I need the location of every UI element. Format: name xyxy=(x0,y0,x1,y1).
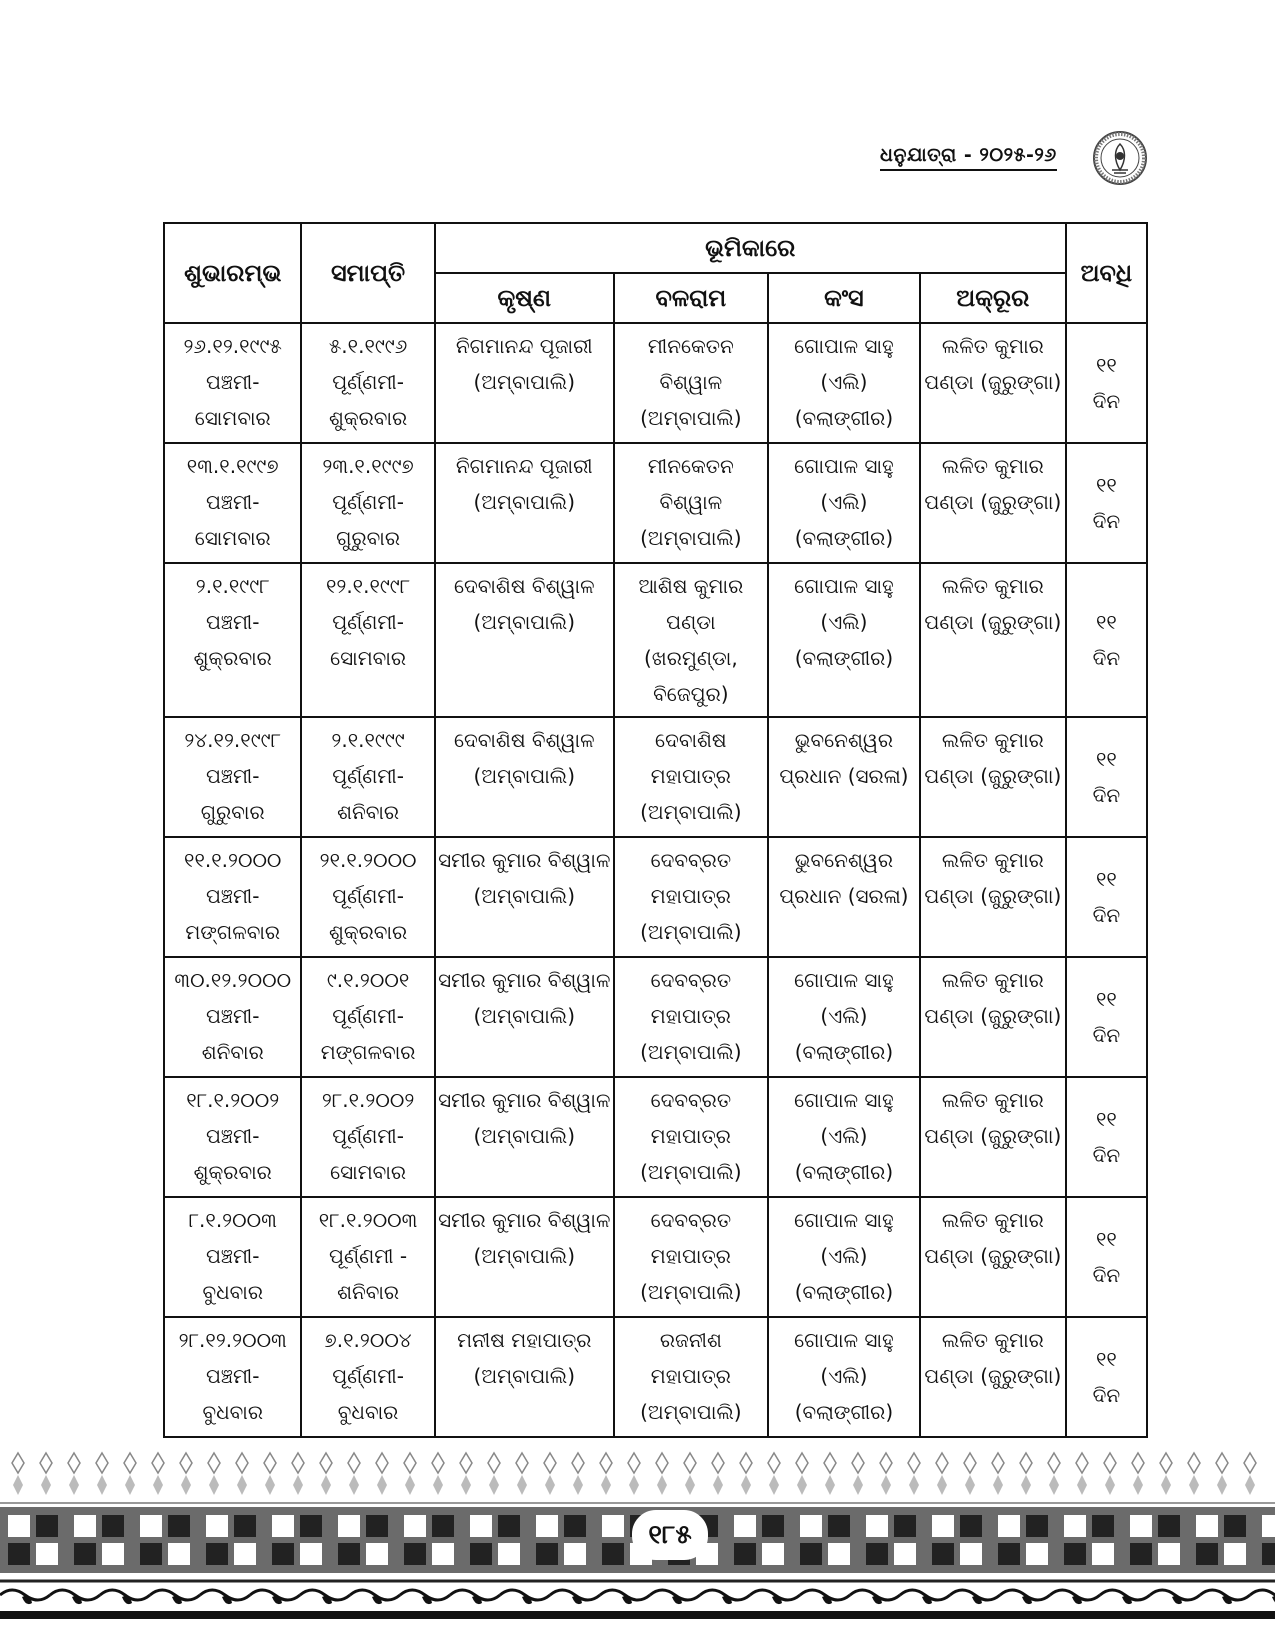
cell-line: (ବଲାଙ୍ଗୀର) xyxy=(794,1400,894,1424)
seal-logo-icon xyxy=(1092,130,1148,186)
cell-line: ଦିନ xyxy=(1092,783,1121,807)
header-akrura: ଅକ୍ରୂର xyxy=(920,273,1066,323)
cell-start xyxy=(164,323,301,443)
cell-line: ପ୍ରଧାନ (ସରଳା) xyxy=(779,884,909,908)
cell-line: ପୂର୍ଣ୍ଣମୀ- xyxy=(332,884,404,908)
cell-line: ପୂର୍ଣ୍ଣମୀ- xyxy=(332,370,404,394)
cell-line: ୯.୧.୨୦୦୧ xyxy=(326,968,410,992)
cell-line: ଶନିବାର xyxy=(337,800,400,824)
cell-line: (ଅମ୍ବାପାଲି) xyxy=(473,764,575,788)
cell-line: ଦେବାଶିଷ ବିଶ୍ୱାଳ xyxy=(453,574,595,598)
header-balaram: ବଳରାମ xyxy=(614,273,768,323)
cell-line: (ବଲାଙ୍ଗୀର) xyxy=(794,526,894,550)
cell-line: (ଅମ୍ବାପାଲି) xyxy=(640,1040,742,1064)
cell-line: (ଏଲି) xyxy=(820,1004,868,1028)
cell-line: ସୋମବାର xyxy=(330,646,407,670)
cell-line: (ଅମ୍ବାପାଲି) xyxy=(473,1124,575,1148)
cell-line: ୧୧ xyxy=(1095,987,1117,1011)
cell-start xyxy=(164,837,301,957)
cell-line: ମୀନକେତନ xyxy=(647,334,734,358)
cell-line: ୭.୧.୨୦୦୪ xyxy=(324,1328,412,1352)
cell-line: ସୋମବାର xyxy=(330,1160,407,1184)
cell-line: ଗୋପାଳ ସାହୁ xyxy=(794,1088,894,1112)
cell-line: (ଏଲି) xyxy=(820,1244,868,1268)
cell-line: ପଣ୍ଡା (ଜୁରୁଙ୍ଗା) xyxy=(924,610,1062,634)
page-number: ୧୮୫ xyxy=(632,1510,708,1560)
cell-line: ସମୀର କୁମାର ବିଶ୍ୱାଳ xyxy=(438,968,611,992)
cell-duration xyxy=(1066,443,1147,563)
cell-akrura xyxy=(920,837,1066,957)
header-start: ଶୁଭାରମ୍ଭ xyxy=(164,223,301,323)
cell-line: (ଅମ୍ବାପାଲି) xyxy=(640,1160,742,1184)
cell-line: ୧୧ xyxy=(1095,747,1117,771)
cell-start xyxy=(164,563,301,717)
cell-balaram xyxy=(614,957,768,1077)
cell-line: (ବଲାଙ୍ଗୀର) xyxy=(794,1160,894,1184)
cell-line: ପଣ୍ଡା (ଜୁରୁଙ୍ଗା) xyxy=(924,1364,1062,1388)
cell-line: ୮.୧.୨୦୦୩ xyxy=(188,1208,277,1232)
cell-line: (ବଲାଙ୍ଗୀର) xyxy=(794,1280,894,1304)
header-end: ସମାପ୍ତି xyxy=(301,223,434,323)
cell-line: ୨୩.୧.୧୯୯୭ xyxy=(322,454,414,478)
header-kansa: କଂସ xyxy=(768,273,920,323)
cell-end xyxy=(301,717,434,837)
table-row xyxy=(164,323,1147,443)
cell-akrura xyxy=(920,957,1066,1077)
cell-end xyxy=(301,563,434,717)
cell-end xyxy=(301,837,434,957)
table-row xyxy=(164,717,1147,837)
cell-end xyxy=(301,323,434,443)
cell-line: (ଅମ୍ବାପାଲି) xyxy=(473,1364,575,1388)
cell-line: ପଞ୍ଚମୀ- xyxy=(205,370,260,394)
cell-line: ୨.୧.୧୯୯୯ xyxy=(331,728,405,752)
table-row xyxy=(164,563,1147,717)
cell-line: ଦିନ xyxy=(1092,1143,1121,1167)
cell-line: ୧୧ xyxy=(1095,353,1117,377)
cell-akrura xyxy=(920,717,1066,837)
cell-line: ଲଳିତ କୁମାର xyxy=(941,334,1044,358)
cell-line: ମନୀଷ ମହାପାତ୍ର xyxy=(457,1328,592,1352)
cell-line: ୧୧ xyxy=(1095,867,1117,891)
header-title: ଧନୁଯାତ୍ରା - ୨୦୨୫-୨୬ xyxy=(880,144,1057,171)
cell-balaram xyxy=(614,1077,768,1197)
cell-line: ଦିନ xyxy=(1092,903,1121,927)
cell-duration xyxy=(1066,837,1147,957)
cell-line: ପୂର୍ଣ୍ଣମୀ - xyxy=(329,1244,408,1268)
cell-line: ଦେବବ୍ରତ xyxy=(650,1208,732,1232)
cell-krishna xyxy=(435,1317,614,1437)
cell-line: ଶୁକ୍ରବାର xyxy=(193,646,272,670)
cell-start xyxy=(164,1317,301,1437)
cell-line: ପଣ୍ଡା (ଜୁରୁଙ୍ଗା) xyxy=(924,1244,1062,1268)
cell-krishna xyxy=(435,1197,614,1317)
cell-line: ୧୧ xyxy=(1095,1347,1117,1371)
table-row xyxy=(164,837,1147,957)
cell-line: ପୂର୍ଣ୍ଣମୀ- xyxy=(332,490,404,514)
cell-krishna xyxy=(435,443,614,563)
cell-line: ୧୧.୧.୨୦୦୦ xyxy=(184,848,282,872)
cell-line: ବିଶ୍ୱାଳ xyxy=(659,370,723,394)
cell-line: ଲଳିତ କୁମାର xyxy=(941,454,1044,478)
cell-line: ପଣ୍ଡା (ଖରମୁଣ୍ଡା, xyxy=(643,610,738,670)
cell-duration xyxy=(1066,1077,1147,1197)
cell-akrura xyxy=(920,1197,1066,1317)
cell-krishna xyxy=(435,837,614,957)
cell-line: ମଙ୍ଗଳବାର xyxy=(185,920,281,944)
cell-line: (ବଲାଙ୍ଗୀର) xyxy=(794,406,894,430)
cell-line: ମହାପାତ୍ର xyxy=(650,1244,731,1268)
cell-line: ଦେବାଶିଷ xyxy=(655,728,727,752)
cell-line: ପୂର୍ଣ୍ଣମୀ- xyxy=(332,1004,404,1028)
cell-line: (ଅମ୍ବାପାଲି) xyxy=(640,920,742,944)
cell-line: ସୋମବାର xyxy=(194,526,271,550)
cell-line: ଲଳିତ କୁମାର xyxy=(941,1328,1044,1352)
cell-start xyxy=(164,717,301,837)
cell-line: ଦିନ xyxy=(1092,1263,1121,1287)
cell-krishna xyxy=(435,563,614,717)
cell-line: ପଞ୍ଚମୀ- xyxy=(205,1244,260,1268)
cell-line: ଗୋପାଳ ସାହୁ xyxy=(794,1208,894,1232)
cell-balaram xyxy=(614,837,768,957)
cell-line: ଲଳିତ କୁମାର xyxy=(941,1208,1044,1232)
cell-kansa xyxy=(768,1077,920,1197)
cell-line: ଦିନ xyxy=(1092,1023,1121,1047)
cell-line: ୧୧ xyxy=(1095,473,1117,497)
cell-akrura xyxy=(920,1077,1066,1197)
cell-line: ମହାପାତ୍ର xyxy=(650,1124,731,1148)
cell-balaram xyxy=(614,563,768,717)
cell-line: ପୂର୍ଣ୍ଣମୀ- xyxy=(332,610,404,634)
cell-line: ଗୋପାଳ ସାହୁ xyxy=(794,454,894,478)
cell-line: ଶନିବାର xyxy=(201,1040,264,1064)
cell-akrura xyxy=(920,443,1066,563)
cell-line: ରଜନୀଶ ମହାପାତ୍ର xyxy=(650,1328,731,1388)
cell-line: ଗୋପାଳ ସାହୁ xyxy=(794,574,894,598)
cell-end xyxy=(301,957,434,1077)
cell-line: ୨୪.୧୨.୧୯୯୮ xyxy=(184,728,282,752)
cell-line: ବୁଧବାର xyxy=(202,1400,263,1424)
cell-line: ପଞ୍ଚମୀ- xyxy=(205,884,260,908)
cell-line: ବିଶ୍ୱାଳ xyxy=(659,490,723,514)
table-row xyxy=(164,1317,1147,1437)
cell-line: ଦିନ xyxy=(1092,509,1121,533)
cell-line: ପଞ୍ଚମୀ- xyxy=(205,764,260,788)
cell-line: (ଅମ୍ବାପାଲି) xyxy=(473,490,575,514)
cell-kansa xyxy=(768,323,920,443)
cell-line: ଗୁରୁବାର xyxy=(200,800,265,824)
cell-line: ସମୀର କୁମାର ବିଶ୍ୱାଳ xyxy=(438,848,611,872)
cell-line: ଦେବବ୍ରତ xyxy=(650,968,732,992)
cell-line: ଲଳିତ କୁମାର xyxy=(941,968,1044,992)
cell-line: ବୁଧବାର xyxy=(202,1280,263,1304)
cell-line: ଗୁରୁବାର xyxy=(336,526,401,550)
cell-line: ମଙ୍ଗଳବାର xyxy=(320,1040,416,1064)
cell-line: ପୂର୍ଣ୍ଣମୀ- xyxy=(332,1124,404,1148)
page-header xyxy=(880,136,1080,178)
cell-line: (ବଲାଙ୍ଗୀର) xyxy=(794,1040,894,1064)
cell-akrura xyxy=(920,323,1066,443)
cell-line: ୨୬.୧୨.୧୯୯୫ xyxy=(183,334,282,358)
table-row xyxy=(164,1077,1147,1197)
cell-line: (ଅମ୍ବାପାଲି) xyxy=(640,406,742,430)
cell-line: ୫.୧.୧୯୯୬ xyxy=(328,334,408,358)
cell-line: ୧୧ xyxy=(1095,1227,1117,1251)
cell-line: ପଣ୍ଡା (ଜୁରୁଙ୍ଗା) xyxy=(924,884,1062,908)
cell-line: ପଣ୍ଡା (ଜୁରୁଙ୍ଗା) xyxy=(924,490,1062,514)
cell-krishna xyxy=(435,717,614,837)
cell-krishna xyxy=(435,323,614,443)
cell-line: (ଅମ୍ବାପାଲି) xyxy=(640,1400,742,1424)
cell-line: ଶୁକ୍ରବାର xyxy=(328,406,408,430)
cell-line: ୨.୧.୧୯୯୮ xyxy=(195,574,270,598)
cell-line: ୧୧ xyxy=(1095,610,1117,634)
cell-line: ୨୧.୧.୨୦୦୦ xyxy=(319,848,417,872)
cell-akrura xyxy=(920,563,1066,717)
header-duration: ଅବଧି xyxy=(1066,223,1147,323)
cell-line: ଗୋପାଳ ସାହୁ xyxy=(794,968,894,992)
cell-line: (ଏଲି) xyxy=(820,610,868,634)
cell-line: ୧୩.୧.୧୯୯୭ xyxy=(186,454,279,478)
cell-line: ପଞ୍ଚମୀ- xyxy=(205,1124,260,1148)
cell-kansa xyxy=(768,563,920,717)
cell-line: ପଞ୍ଚମୀ- xyxy=(205,610,260,634)
cell-line: ଗୋପାଳ ସାହୁ xyxy=(794,334,894,358)
cell-line: ଲଳିତ କୁମାର xyxy=(941,848,1044,872)
cell-duration xyxy=(1066,1317,1147,1437)
cell-line: ଭୁବନେଶ୍ୱର xyxy=(794,728,894,752)
cell-line: ଭୁବନେଶ୍ୱର xyxy=(794,848,894,872)
cell-line: ୨୮.୧୨.୨୦୦୩ xyxy=(178,1328,287,1352)
cell-kansa xyxy=(768,837,920,957)
table-body xyxy=(164,323,1147,1437)
cell-kansa xyxy=(768,1197,920,1317)
table-row xyxy=(164,1197,1147,1317)
cell-line: (ଏଲି) xyxy=(820,370,868,394)
cell-line: ୧୧ xyxy=(1095,1107,1117,1131)
cell-kansa xyxy=(768,1317,920,1437)
cell-duration xyxy=(1066,957,1147,1077)
cell-line: ଶୁକ୍ରବାର xyxy=(193,1160,272,1184)
cell-line: ଲଳିତ କୁମାର xyxy=(941,1088,1044,1112)
cell-line: (ଅମ୍ବାପାଲି) xyxy=(640,800,742,824)
cell-line: ସୋମବାର xyxy=(194,406,271,430)
cell-line: ମହାପାତ୍ର xyxy=(650,1004,731,1028)
cell-line: (ଅମ୍ବାପାଲି) xyxy=(473,610,575,634)
cell-line: ପ୍ରଧାନ (ସରଳା) xyxy=(779,764,909,788)
cell-line: ମହାପାତ୍ର xyxy=(650,884,731,908)
cell-line: (ଅମ୍ବାପାଲି) xyxy=(473,1244,575,1268)
cell-line: ପଣ୍ଡା (ଜୁରୁଙ୍ଗା) xyxy=(924,370,1062,394)
cell-line: ସମୀର କୁମାର ବିଶ୍ୱାଳ xyxy=(438,1208,611,1232)
cell-line: ଶୁକ୍ରବାର xyxy=(328,920,408,944)
cell-line: ବିଜେପୁର) xyxy=(653,682,729,706)
cell-krishna xyxy=(435,957,614,1077)
table-row xyxy=(164,957,1147,1077)
cell-end xyxy=(301,1197,434,1317)
cell-line: (ଅମ୍ବାପାଲି) xyxy=(640,1280,742,1304)
cell-duration xyxy=(1066,1197,1147,1317)
cell-line: (ଏଲି) xyxy=(820,1364,868,1388)
cell-kansa xyxy=(768,717,920,837)
cell-balaram xyxy=(614,717,768,837)
cell-line: ଦିନ xyxy=(1092,646,1121,670)
cell-line: (ବଲାଙ୍ଗୀର) xyxy=(794,646,894,670)
cell-line: ପଣ୍ଡା (ଜୁରୁଙ୍ଗା) xyxy=(924,1124,1062,1148)
cell-line: (ଅମ୍ବାପାଲି) xyxy=(473,370,575,394)
cell-kansa xyxy=(768,443,920,563)
cell-line: (ଏଲି) xyxy=(820,1124,868,1148)
cell-line: ପଣ୍ଡା (ଜୁରୁଙ୍ଗା) xyxy=(924,1004,1062,1028)
cell-line: ଦିନ xyxy=(1092,1383,1121,1407)
cell-start xyxy=(164,957,301,1077)
cell-line: (ଏଲି) xyxy=(820,490,868,514)
cell-balaram xyxy=(614,1197,768,1317)
cell-line: ପଣ୍ଡା (ଜୁରୁଙ୍ଗା) xyxy=(924,764,1062,788)
cell-line: ଦେବାଶିଷ ବିଶ୍ୱାଳ xyxy=(453,728,595,752)
cell-akrura xyxy=(920,1317,1066,1437)
cell-line: ଗୋପାଳ ସାହୁ xyxy=(794,1328,894,1352)
cell-line: ଶନିବାର xyxy=(337,1280,400,1304)
header-krishna: କୃଷ୍ଣ xyxy=(435,273,614,323)
cell-duration xyxy=(1066,563,1147,717)
cell-krishna xyxy=(435,1077,614,1197)
cell-line: ପୂର୍ଣ୍ଣମୀ- xyxy=(332,1364,404,1388)
cell-start xyxy=(164,1197,301,1317)
cell-end xyxy=(301,1317,434,1437)
dhanuyatra-role-table xyxy=(163,222,1148,1438)
cell-duration xyxy=(1066,323,1147,443)
cell-line: ଲଳିତ କୁମାର xyxy=(941,574,1044,598)
cell-line: ନିଗମାନନ୍ଦ ପୂଜାରୀ xyxy=(455,454,593,478)
cell-balaram xyxy=(614,323,768,443)
cell-line: ୨୮.୧.୨୦୦୨ xyxy=(321,1088,415,1112)
cell-line: ୩୦.୧୨.୨୦୦୦ xyxy=(174,968,292,992)
cell-line: ଦେବବ୍ରତ xyxy=(650,1088,732,1112)
cell-line: ଦିନ xyxy=(1092,389,1121,413)
cell-line: ପଞ୍ଚମୀ- xyxy=(205,1004,260,1028)
cell-line: ୧୮.୧.୨୦୦୩ xyxy=(318,1208,418,1232)
cell-line: ସମୀର କୁମାର ବିଶ୍ୱାଳ xyxy=(438,1088,611,1112)
cell-line: ଲଳିତ କୁମାର xyxy=(941,728,1044,752)
cell-duration xyxy=(1066,717,1147,837)
cell-end xyxy=(301,443,434,563)
cell-line: ଦେବବ୍ରତ xyxy=(650,848,732,872)
cell-start xyxy=(164,1077,301,1197)
cell-line: ୧୨.୧.୧୯୯୮ xyxy=(325,574,411,598)
cell-line: ବୁଧବାର xyxy=(337,1400,399,1424)
cell-line: ନିଗମାନନ୍ଦ ପୂଜାରୀ xyxy=(455,334,593,358)
cell-line: ପଞ୍ଚମୀ- xyxy=(205,1364,260,1388)
cell-line: ମୀନକେତନ xyxy=(647,454,734,478)
cell-line: ୧୮.୧.୨୦୦୨ xyxy=(186,1088,280,1112)
cell-end xyxy=(301,1077,434,1197)
cell-line: ପୂର୍ଣ୍ଣମୀ- xyxy=(332,764,404,788)
cell-line: ପଞ୍ଚମୀ- xyxy=(205,490,260,514)
cell-line: ଆଶିଷ କୁମାର xyxy=(638,574,744,598)
cell-line: (ଅମ୍ବାପାଲି) xyxy=(640,526,742,550)
cell-kansa xyxy=(768,957,920,1077)
cell-balaram xyxy=(614,1317,768,1437)
cell-line: ମହାପାତ୍ର xyxy=(650,764,731,788)
cell-start xyxy=(164,443,301,563)
cell-line: (ଅମ୍ବାପାଲି) xyxy=(473,1004,575,1028)
table-row xyxy=(164,443,1147,563)
header-roles-group: ଭୂମିକାରେ xyxy=(435,223,1066,273)
cell-line: (ଅମ୍ବାପାଲି) xyxy=(473,884,575,908)
cell-balaram xyxy=(614,443,768,563)
